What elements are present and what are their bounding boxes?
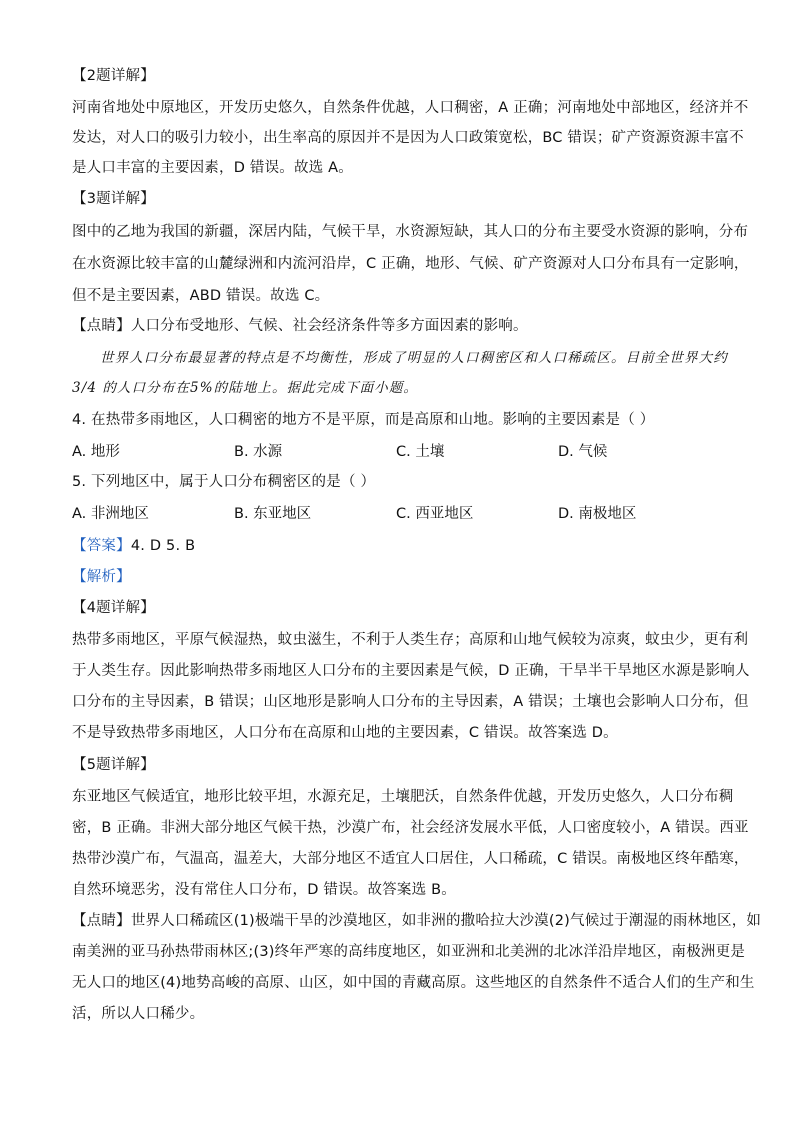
explanation-line: 热带沙漠广布，气温高，温差大，大部分地区不适宜人口居住，人口稀疏，C 错误。南极地区终年酷寒， xyxy=(72,851,749,867)
explanation-line: 但不是主要因素，ABD 错误。故选 C。 xyxy=(72,288,330,304)
section-heading-q2: 【2题详解】 xyxy=(72,68,155,84)
key-point-text: 人口分布受地形、气候、社会经济条件等多方面因素的影响。 xyxy=(130,318,528,334)
explanation-line: 东亚地区气候适宜，地形比较平坦，水源充足，土壤肥沃，自然条件优越，开发历史悠久，人口分布稠 xyxy=(72,789,734,805)
explanation-line: 不是导致热带多雨地区，人口分布在高原和山地的主要因素，C 错误。故答案选 D。 xyxy=(72,725,618,741)
key-point-line: 活，所以人口稀少。 xyxy=(72,1006,205,1022)
section-heading-q4: 【4题详解】 xyxy=(72,600,155,616)
key-point-label: 【点睛】 xyxy=(72,318,131,334)
explanation-line: 河南省地处中原地区，开发历史悠久，自然条件优越，人口稠密，A 正确；河南地处中部地区，经济并不 xyxy=(72,100,749,116)
key-point-line: 无人口的地区(4)地势高峻的高原、山区，如中国的青藏高原。这些地区的自然条件不适合人们的生产和生 xyxy=(72,975,755,991)
explanation-line: 发达，对人口的吸引力较小，出生率高的原因并不是因为人口政策宽松，BC 错误；矿产资源资源丰富不 xyxy=(72,130,744,146)
reading-passage-line: 3/4 的人口分布在5%的陆地上。据此完成下面小题。 xyxy=(72,380,419,396)
explanation-line: 口分布的主导因素，B 错误；山区地形是影响人口分布的主导因素，A 错误；土壤也会影响人口分布，但 xyxy=(72,694,749,710)
q5-option-c: C. 西亚地区 xyxy=(396,506,474,522)
key-point-label: 【点睛】 xyxy=(72,913,131,929)
answer-line xyxy=(72,536,195,556)
key-point-line: 南美洲的亚马孙热带雨林区;(3)终年严寒的高纬度地区，如亚洲和北美洲的北冰洋沿岸地区，南极洲更是 xyxy=(72,944,746,960)
question-4-stem: 4. 在热带多雨地区，人口稠密的地方不是平原，而是高原和山地。影响的主要因素是（ ） xyxy=(72,412,655,428)
answer-label: 【答案】 xyxy=(72,538,131,554)
key-point-text: 世界人口稀疏区(1)极端干旱的沙漠地区，如非洲的撒哈拉大沙漠(2)气候过于潮湿的雨林地区，如 xyxy=(130,913,762,929)
q4-option-b: B. 水源 xyxy=(234,444,283,460)
analysis-label: 【解析】 xyxy=(72,569,131,585)
key-point-note xyxy=(72,911,761,931)
section-heading-q5: 【5题详解】 xyxy=(72,757,155,773)
section-heading-q3: 【3题详解】 xyxy=(72,191,155,207)
q5-option-d: D. 南极地区 xyxy=(558,506,637,522)
explanation-line: 在水资源比较丰富的山麓绿洲和内流河沿岸，C 正确，地形、气候、矿产资源对人口分布具有一定影响， xyxy=(72,256,749,272)
question-5-stem: 5. 下列地区中，属于人口分布稠密区的是（ ） xyxy=(72,474,376,490)
explanation-line: 热带多雨地区，平原气候湿热，蚊虫滋生，不利于人类生存；高原和山地气候较为凉爽，蚊虫少，更有利 xyxy=(72,632,749,648)
explanation-line: 密，B 正确。非洲大部分地区气候干热，沙漠广布，社会经济发展水平低，人口密度较小，A 错误。西亚 xyxy=(72,820,749,836)
explanation-line: 是人口丰富的主要因素，D 错误。故选 A。 xyxy=(72,160,354,176)
q5-option-a: A. 非洲地区 xyxy=(72,506,149,522)
explanation-line: 于人类生存。因此影响热带多雨地区人口分布的主要因素是气候，D 正确，干旱半干旱地区水源是影响人 xyxy=(72,663,750,679)
q4-option-c: C. 土壤 xyxy=(396,444,445,460)
key-point-note xyxy=(72,316,528,336)
explanation-line: 图中的乙地为我国的新疆，深居内陆，气候干旱，水资源短缺，其人口的分布主要受水资源的影响，分布 xyxy=(72,224,749,240)
q4-option-a: A. 地形 xyxy=(72,444,120,460)
q5-option-b: B. 东亚地区 xyxy=(234,506,312,522)
answer-text: 4. D 5. B xyxy=(130,538,196,554)
q4-option-d: D. 气候 xyxy=(558,444,608,460)
explanation-line: 自然环境恶劣，没有常住人口分布，D 错误。故答案选 B。 xyxy=(72,882,456,898)
reading-passage-line: 世界人口分布最显著的特点是不均衡性，形成了明显的人口稠密区和人口稀疏区。目前全世界大约 xyxy=(100,350,728,366)
